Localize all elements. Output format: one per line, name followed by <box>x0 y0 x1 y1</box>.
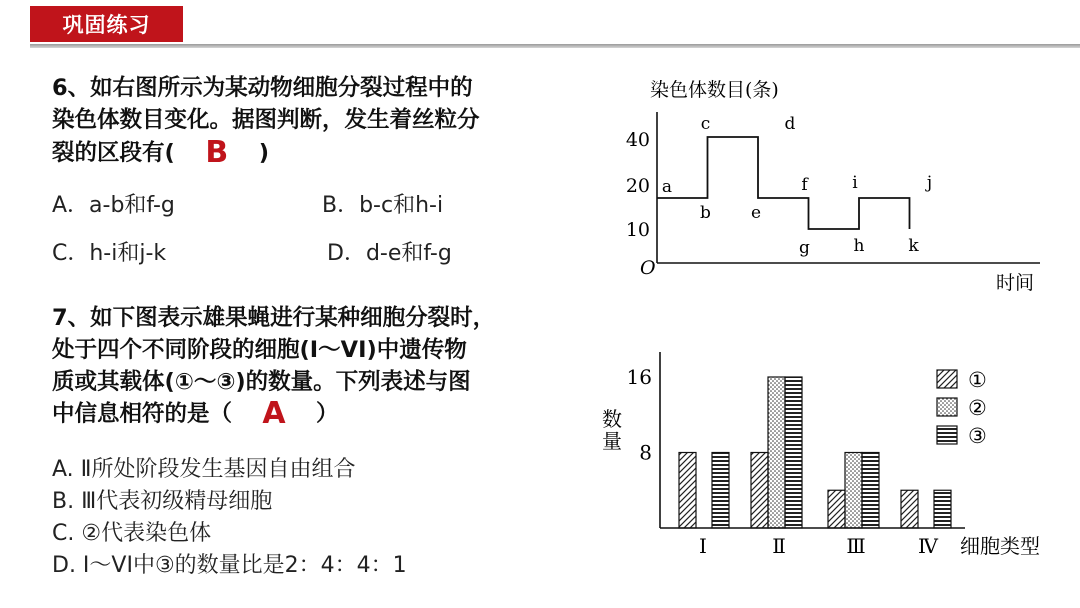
bar-1-series-3 <box>712 453 729 529</box>
bar-category-4: Ⅳ <box>918 534 938 558</box>
line-chart-point-labels <box>662 114 932 258</box>
bar-chart-legend <box>937 368 987 448</box>
q7-option-c: C. ②代表染色体 <box>52 521 212 546</box>
bar-chart-xlabel: 细胞类型 <box>960 534 1040 558</box>
q7-text-line3: 质或其载体(①～③)的数量。下列表述与图 <box>52 369 471 395</box>
bar-4-series-1 <box>901 490 918 528</box>
line-point-label-g: g <box>799 238 810 258</box>
bar-category-2: Ⅱ <box>772 534 786 558</box>
bar-chart-ylabel-2: 量 <box>602 429 622 453</box>
bar-3-series-3 <box>862 453 879 529</box>
q6-option-b: B．b-c和h-i <box>322 193 444 218</box>
bar-chart-ylabel-1: 数 <box>602 407 622 431</box>
q6-text-suffix: ) <box>258 140 270 166</box>
bar-4-series-3 <box>934 490 951 528</box>
bar-2-series-2 <box>768 377 785 528</box>
bar-2-series-3 <box>785 377 802 528</box>
bar-chart-bars <box>679 377 951 528</box>
bar-category-3: Ⅲ <box>846 534 866 558</box>
bar-category-1: Ⅰ <box>699 534 707 558</box>
line-point-label-b: b <box>700 203 711 223</box>
legend-label-3: ③ <box>968 424 987 448</box>
q7-text-line2: 处于四个不同阶段的细胞(Ⅰ～VI)中遗传物 <box>52 337 467 363</box>
section-title: 巩固练习 <box>30 6 183 42</box>
bar-2-series-1 <box>751 453 768 529</box>
line-point-label-d: d <box>784 114 796 134</box>
legend-label-1: ① <box>968 368 987 392</box>
bar-chart <box>602 352 1040 558</box>
q7-text-suffix: ） <box>316 401 339 427</box>
line-chart-xlabel: 时间 <box>996 272 1035 294</box>
line-point-label-k: k <box>908 236 919 256</box>
line-chart-ytick-20: 20 <box>625 175 650 197</box>
bar-3-series-2 <box>845 453 862 529</box>
bar-ytick-8: 8 <box>639 440 652 465</box>
line-point-label-a: a <box>661 177 673 197</box>
line-chart-ylabel: 染色体数目(条) <box>650 79 779 101</box>
legend-swatch-1 <box>937 370 957 388</box>
q7-text-line1: 7、如下图表示雄果蝇进行某种细胞分裂时， <box>52 305 496 331</box>
legend-label-2: ② <box>968 396 987 420</box>
line-point-label-c: c <box>700 114 711 134</box>
bar-chart-yticks <box>627 365 652 465</box>
line-point-label-h: h <box>853 236 865 256</box>
line-chart-origin: O <box>640 257 656 279</box>
q7-option-b: B. Ⅲ代表初级精母细胞 <box>52 489 273 514</box>
line-point-label-f: f <box>801 175 808 195</box>
line-point-label-i: i <box>852 173 858 193</box>
line-chart-series <box>657 137 910 229</box>
q6-option-d: D．d-e和f-g <box>327 241 452 266</box>
q6-option-a: A．a-b和f-g <box>52 193 175 218</box>
legend-swatch-3 <box>937 426 957 444</box>
line-chart-ytick-40: 40 <box>625 129 650 151</box>
bar-1-series-1 <box>679 453 696 529</box>
q7-answer: A <box>262 396 286 431</box>
q7-option-a: A. Ⅱ所处阶段发生基因自由组合 <box>52 457 356 482</box>
legend-swatch-2 <box>937 398 957 416</box>
q7-option-d: D. Ⅰ～VI中③的数量比是2：4：4：1 <box>52 553 407 578</box>
bar-3-series-1 <box>828 490 845 528</box>
q6-option-c: C．h-i和j-k <box>52 241 167 266</box>
q7-text-prefix: 中信息相符的是（ <box>52 401 233 427</box>
q6-text-line2: 染色体数目变化。据图判断，发生着丝粒分 <box>52 107 480 133</box>
line-point-label-j: j <box>926 173 933 193</box>
bar-ytick-16: 16 <box>626 365 652 389</box>
line-chart-ytick-10: 10 <box>625 219 650 241</box>
q6-text-line1: 6、如右图所示为某动物细胞分裂过程中的 <box>52 75 473 101</box>
line-chart <box>626 79 1040 294</box>
q6-text-prefix: 裂的区段有( <box>52 140 175 166</box>
q6-answer: B <box>205 135 229 170</box>
bar-chart-categories <box>699 534 939 558</box>
line-point-label-e: e <box>750 203 762 223</box>
